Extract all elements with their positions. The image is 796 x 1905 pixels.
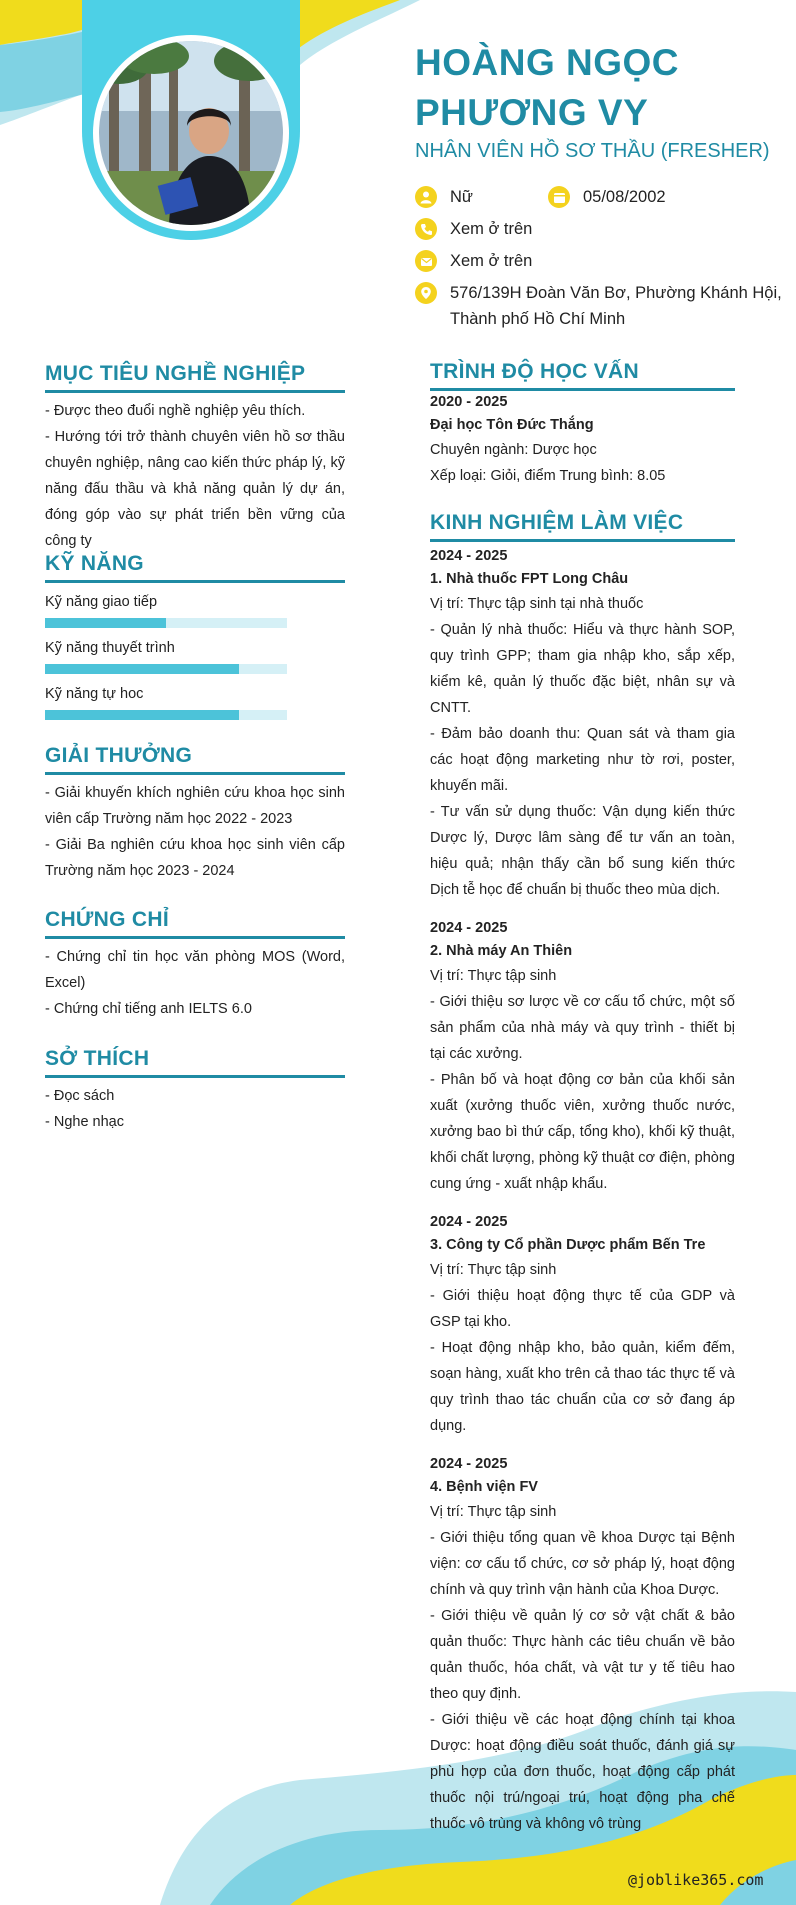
skill-label: Kỹ năng thuyết trình xyxy=(45,640,175,656)
experience-section xyxy=(430,509,735,1837)
education-section xyxy=(430,358,735,489)
section-divider xyxy=(430,539,735,542)
job-years: 2024 - 2025 xyxy=(430,1456,508,1472)
skill-item xyxy=(45,591,345,637)
section-divider xyxy=(45,772,345,775)
section-divider xyxy=(45,580,345,583)
skill-bar xyxy=(45,618,287,628)
skill-bar-fill xyxy=(45,664,239,674)
address-line-2: Thành phố Hồ Chí Minh xyxy=(450,310,626,328)
job-duty: - Phân bố và hoạt động cơ bản của khối sản xuất (xưởng thuốc viên, xưởng thuốc nước, xưởng bao bì thứ cấp, tổng kho), khối kỹ thuật, khối chất lượng, phòng kỹ thuật cơ điện, phòng cung ứng - xuất nhập khẩu. xyxy=(430,1072,735,1192)
phone-value: Xem ở trên xyxy=(450,220,533,238)
award-line: - Giải khuyến khích nghiên cứu khoa học sinh viên cấp Trường năm học 2022 - 2023 xyxy=(45,785,345,827)
skill-bar-fill xyxy=(45,710,239,720)
hobbies-heading: SỞ THÍCH xyxy=(45,1047,150,1070)
objective-section xyxy=(45,360,345,554)
awards-heading: GIẢI THƯỞNG xyxy=(45,744,193,767)
location-pin-icon xyxy=(415,282,437,304)
skills-heading: KỸ NĂNG xyxy=(45,552,144,575)
gender-value: Nữ xyxy=(450,188,473,206)
awards-section xyxy=(45,742,345,884)
certificates-section xyxy=(45,906,345,1022)
job-duty: - Giới thiệu hoạt động thực tế của GDP và GSP tại kho. xyxy=(430,1288,735,1330)
job-position: Vị trí: Thực tập sinh xyxy=(430,1262,557,1278)
job-years: 2024 - 2025 xyxy=(430,1214,508,1230)
certificate-line: - Chứng chỉ tin học văn phòng MOS (Word, Excel) xyxy=(45,949,345,991)
job-duty: - Tư vấn sử dụng thuốc: Vận dụng kiến thức Dược lý, Dược lâm sàng để tư vấn an toàn, hiệu quả; nhận thấy cần bổ sung kiến thức Dịch tễ học để chuẩn bị thuốc theo mùa dịch. xyxy=(430,804,735,898)
birthdate-value: 05/08/2002 xyxy=(583,188,666,206)
job-years: 2024 - 2025 xyxy=(430,548,508,564)
experience-item xyxy=(430,1453,735,1837)
section-divider xyxy=(45,936,345,939)
skill-item xyxy=(45,637,345,683)
education-heading: TRÌNH ĐỘ HỌC VẤN xyxy=(430,360,639,383)
job-title: NHÂN VIÊN HỒ SƠ THẦU (FRESHER) xyxy=(415,140,770,162)
job-duty: - Giới thiệu tổng quan về khoa Dược tại Bệnh viện: cơ cấu tổ chức, cơ sở pháp lý, hoạt động chính và quy trình vận hành của Khoa Dược. xyxy=(430,1530,735,1598)
experience-heading: KINH NGHIỆM LÀM VIỆC xyxy=(430,511,684,534)
email-value: Xem ở trên xyxy=(450,252,533,270)
job-company: 2. Nhà máy An Thiên xyxy=(430,943,573,959)
section-divider xyxy=(45,390,345,393)
experience-item xyxy=(430,545,735,903)
hobby-line: - Nghe nhạc xyxy=(45,1114,124,1130)
phone-icon xyxy=(415,218,437,240)
footer-watermark: @joblike365.com xyxy=(628,1871,764,1889)
experience-item xyxy=(430,1211,735,1439)
job-position: Vị trí: Thực tập sinh tại nhà thuốc xyxy=(430,596,644,612)
job-duty: - Đảm bảo doanh thu: Quan sát và tham gia các hoạt động marketing như tờ rơi, poster, khuyến mãi. xyxy=(430,726,735,794)
hobbies-section xyxy=(45,1045,345,1135)
hobby-line: - Đọc sách xyxy=(45,1088,115,1104)
job-years: 2024 - 2025 xyxy=(430,920,508,936)
job-duty: - Giới thiệu sơ lược về cơ cấu tổ chức, một số sản phẩm của nhà máy và quy trình - thiết bị tại các xưởng. xyxy=(430,994,735,1062)
job-company: 3. Công ty Cổ phần Dược phẩm Bến Tre xyxy=(430,1237,706,1253)
profile-photo xyxy=(99,41,283,225)
skill-bar xyxy=(45,664,287,674)
job-duty: - Giới thiệu về các hoạt động chính tại khoa Dược: hoạt động điều soát thuốc, đánh giá sự phù hợp của đơn thuốc, hoạt động cấp phát thuốc nội trú/ngoại trú, hoạt động pha chế thuốc vô trùng và không vô trùng xyxy=(430,1712,735,1832)
job-position: Vị trí: Thực tập sinh xyxy=(430,968,557,984)
objective-line: - Hướng tới trở thành chuyên viên hồ sơ thầu chuyên nghiệp, nâng cao kiến thức pháp lý, kỹ năng đấu thầu và khả năng quản lý dự án, đóng góp vào sự phát triển bền vững của công ty xyxy=(45,429,345,549)
person-icon xyxy=(415,186,437,208)
section-divider xyxy=(45,1075,345,1078)
certificate-line: - Chứng chỉ tiếng anh IELTS 6.0 xyxy=(45,1001,252,1017)
award-line: - Giải Ba nghiên cứu khoa học sinh viên cấp Trường năm học 2023 - 2024 xyxy=(45,837,345,879)
job-duty: - Giới thiệu về quản lý cơ sở vật chất & bảo quản thuốc: Thực hành các tiêu chuẩn về bảo quản thuốc, hóa chất, và vật tư y tế tiêu hao theo quy định. xyxy=(430,1608,735,1702)
skill-bar xyxy=(45,710,287,720)
skill-bar-fill xyxy=(45,618,166,628)
calendar-icon xyxy=(548,186,570,208)
experience-item xyxy=(430,917,735,1197)
address-line-1: 576/139H Đoàn Văn Bơ, Phường Khánh Hội, xyxy=(450,284,782,302)
candidate-name: HOÀNG NGỌC PHƯƠNG VY xyxy=(415,42,679,133)
education-grade: Xếp loại: Giỏi, điểm Trung bình: 8.05 xyxy=(430,468,666,484)
skills-section xyxy=(45,550,345,729)
objective-line: - Được theo đuổi nghề nghiệp yêu thích. xyxy=(45,403,306,419)
job-position: Vị trí: Thực tập sinh xyxy=(430,1504,557,1520)
education-major: Chuyên ngành: Dược học xyxy=(430,442,597,458)
objective-heading: MỤC TIÊU NGHỀ NGHIỆP xyxy=(45,362,306,385)
education-years: 2020 - 2025 xyxy=(430,394,508,410)
skill-label: Kỹ năng tự hoc xyxy=(45,686,144,702)
job-duty: - Quản lý nhà thuốc: Hiểu và thực hành SOP, quy trình GPP; tham gia nhập kho, sắp xếp, kiểm kê, quản lý thuốc đặc biệt, nhân sự và CNTT. xyxy=(430,622,735,716)
certificates-heading: CHỨNG CHỈ xyxy=(45,908,169,931)
job-duty: - Hoạt động nhập kho, bảo quản, kiểm đếm, soạn hàng, xuất kho trên cả thao tác thực tế và quy trình thao tác chuẩn của cơ sở đang áp dụng. xyxy=(430,1340,735,1434)
skill-label: Kỹ năng giao tiếp xyxy=(45,594,158,610)
mail-icon xyxy=(415,250,437,272)
job-company: 1. Nhà thuốc FPT Long Châu xyxy=(430,571,629,587)
job-company: 4. Bệnh viện FV xyxy=(430,1479,538,1495)
education-school: Đại học Tôn Đức Thắng xyxy=(430,417,594,433)
skill-item xyxy=(45,683,345,729)
